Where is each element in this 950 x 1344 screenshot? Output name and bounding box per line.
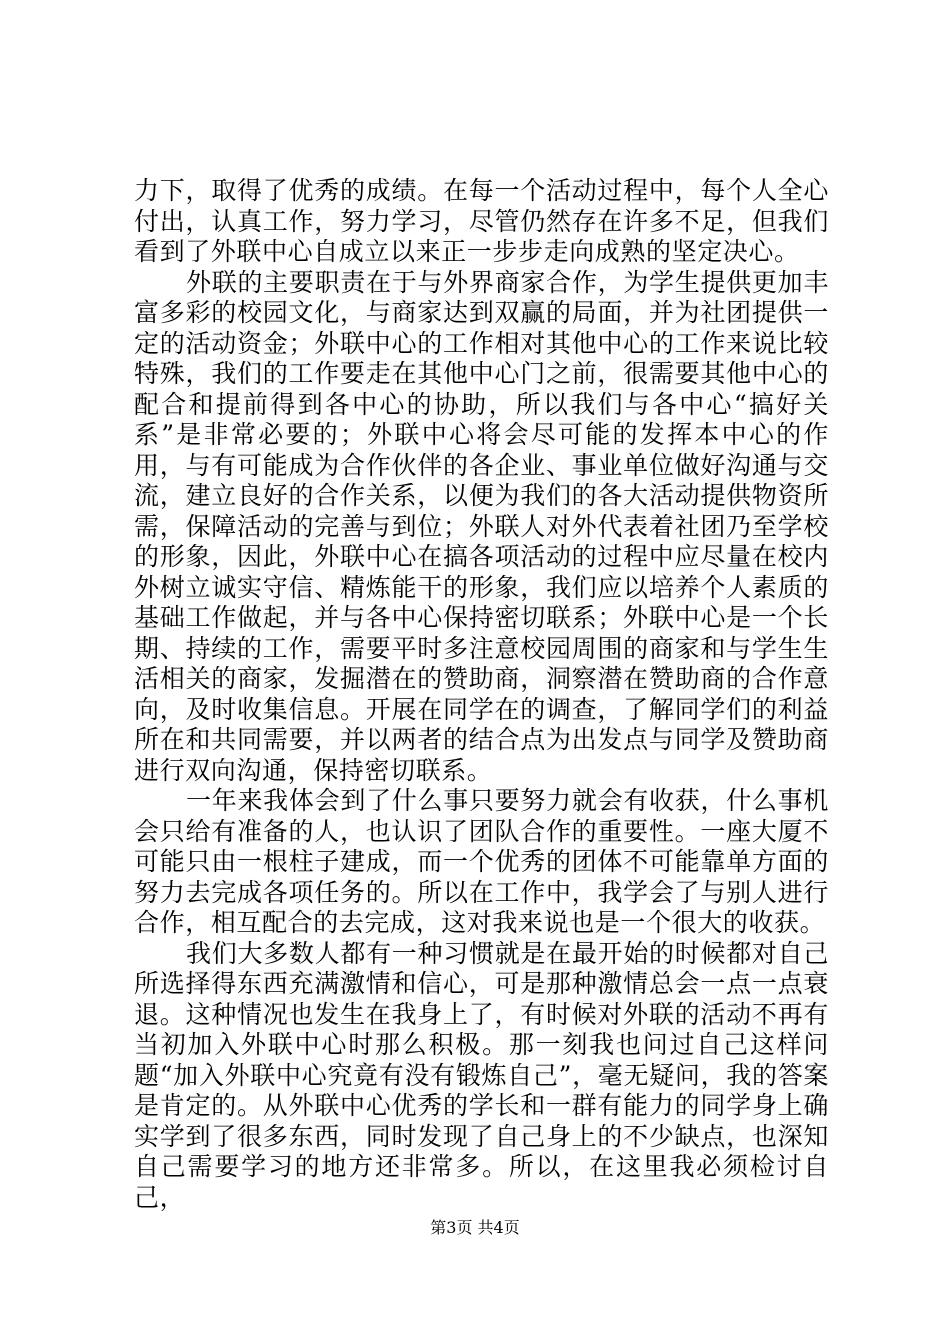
paragraph-experience: 一年来我体会到了什么事只要努力就会有收获，什么事机会只给有准备的人，也认识了团队合作的重要性。一座大厦不可能只由一根柱子建成，而一个优秀的团体不可能靠单方面的努力去完成各项任务的。所以在工作中，我学会了与别人进行合作，相互配合的去完成，这对我来说也是一个很大的收获。 — [134, 786, 829, 937]
paragraph-reflection: 我们大多数人都有一种习惯就是在最开始的时候都对自己所选择得东西充满激情和信心，可是那种激情总会一点一点衰退。这种情况也发生在我身上了，有时候对外联的活动不再有当初加入外联中心时那么积极。那一刻我也问过自己这样问题“加入外联中心究竟有没有锻炼自己”，毫无疑问，我的答案是肯定的。从外联中心优秀的学长和一群有能力的同学身上确实学到了很多东西，同时发现了自己身上的不少缺点，也深知自己需要学习的地方还非常多。所以，在这里我必须检讨自己， — [134, 938, 829, 1212]
page-footer: 第3页 共4页 — [430, 1218, 520, 1237]
document-body — [134, 176, 829, 1213]
paragraph-duties: 外联的主要职责在于与外界商家合作，为学生提供更加丰富多彩的校园文化，与商家达到双赢的局面，并为社团提供一定的活动资金；外联中心的工作相对其他中心的工作来说比较特殊，我们的工作要走在其他中心门之前，很需要其他中心的配合和提前得到各中心的协助，所以我们与各中心“搞好关系”是非常必要的；外联中心将会尽可能的发挥本中心的作用，与有可能成为合作伙伴的各企业、事业单位做好沟通与交流，建立良好的合作关系，以便为我们的各大活动提供物资所需，保障活动的完善与到位；外联人对外代表着社团乃至学校的形象，因此，外联中心在搞各项活动的过程中应尽量在校内外树立诚实守信、精炼能干的形象，我们应以培养个人素质的基础工作做起，并与各中心保持密切联系；外联中心是一个长期、持续的工作，需要平时多注意校园周围的商家和与学生生活相关的商家，发掘潜在的赞助商，洞察潜在赞助商的合作意向，及时收集信息。开展在同学在的调查，了解同学们的利益所在和共同需要，并以两者的结合点为出发点与同学及赞助商进行双向沟通，保持密切联系。 — [134, 267, 829, 785]
paragraph-continuation: 力下，取得了优秀的成绩。在每一个活动过程中，每个人全心付出，认真工作，努力学习，尽管仍然存在许多不足，但我们看到了外联中心自成立以来正一步步走向成熟的坚定决心。 — [134, 176, 829, 266]
